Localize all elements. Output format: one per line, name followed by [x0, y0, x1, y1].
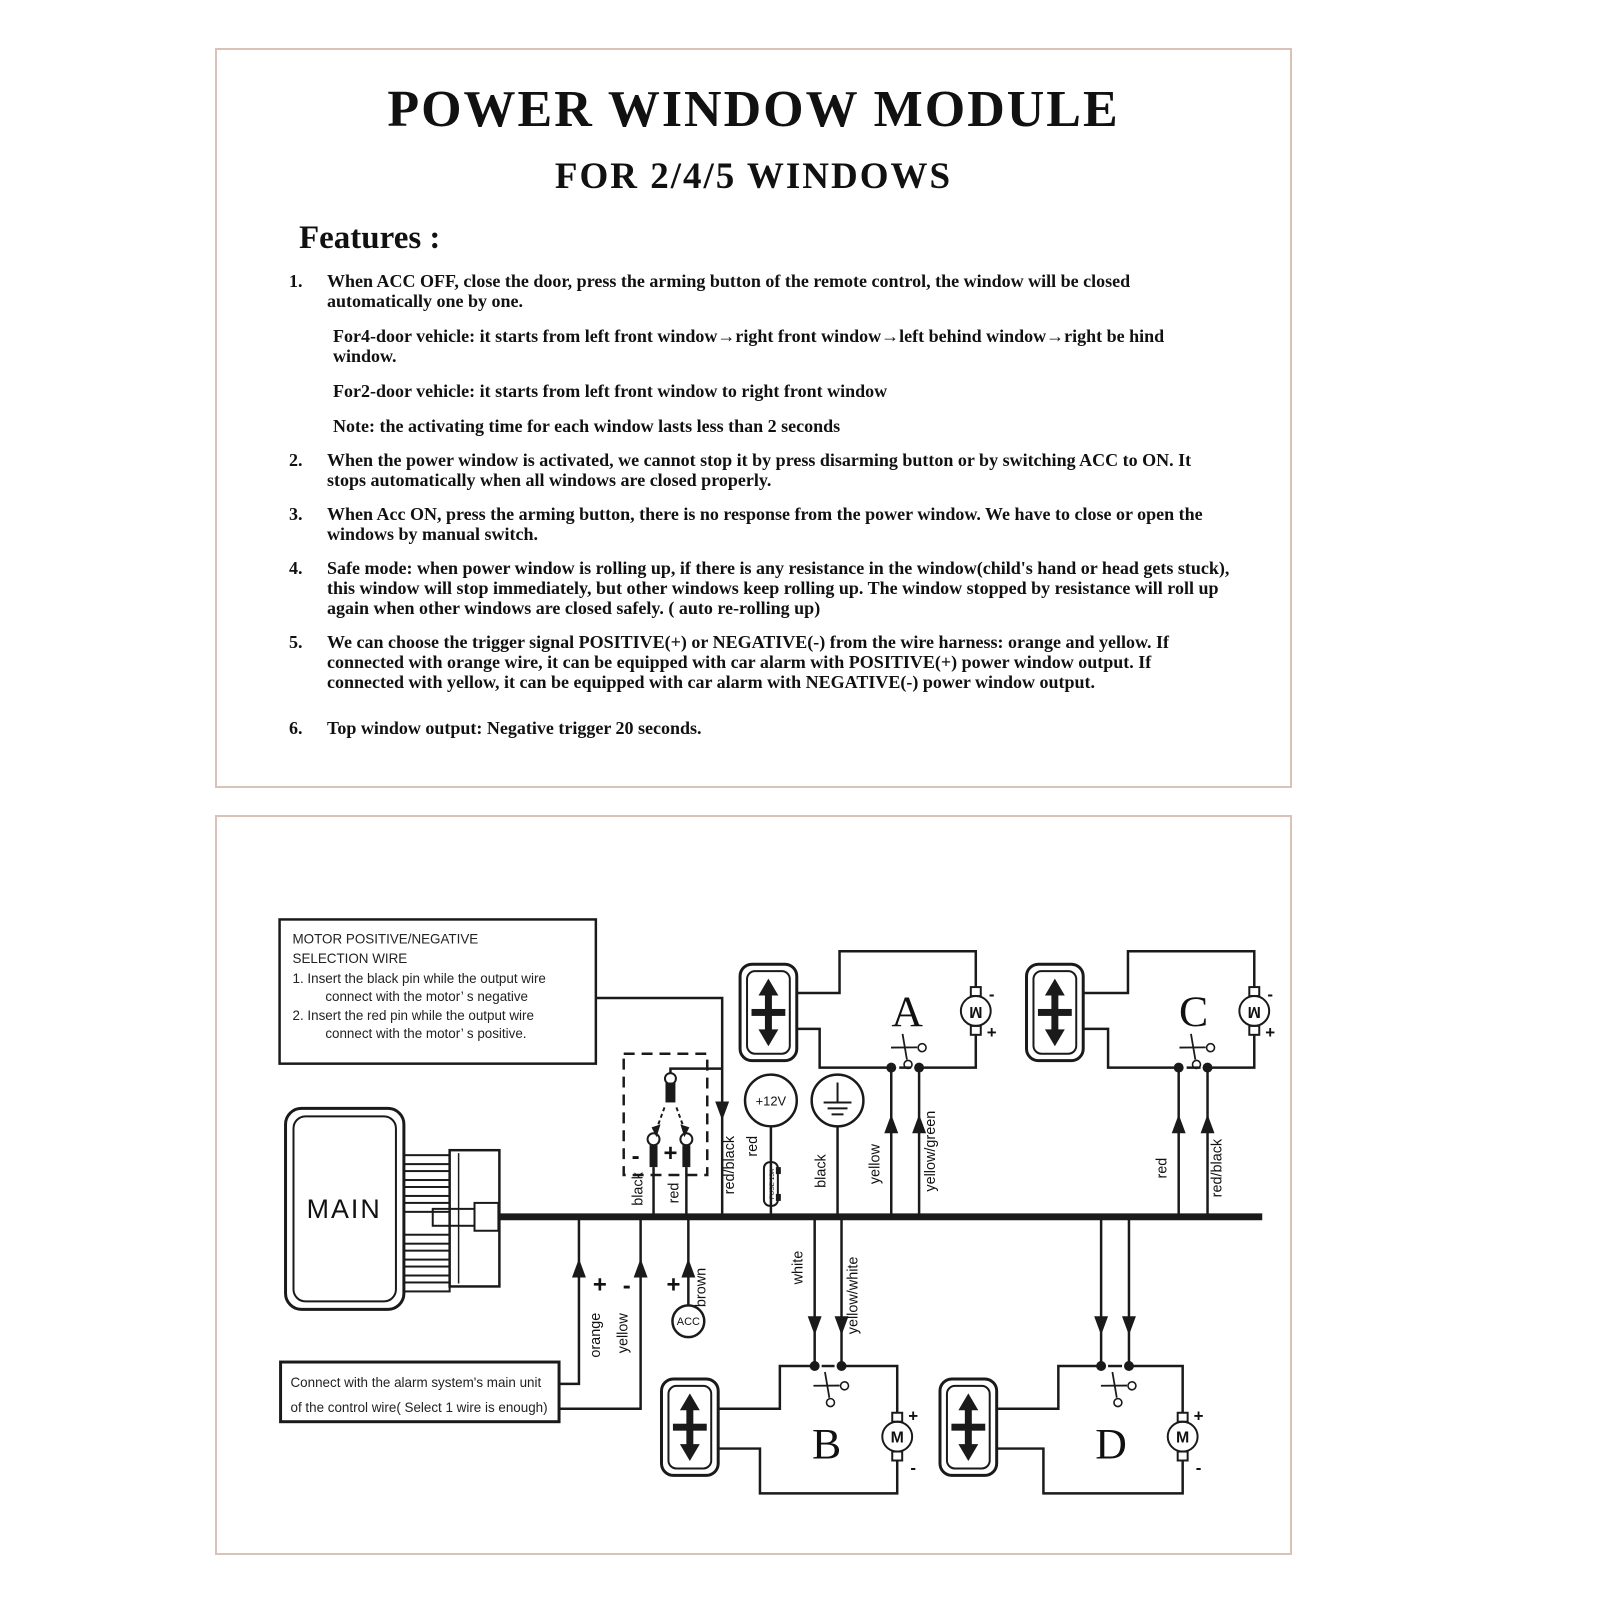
window-d-label: D [1095, 1420, 1127, 1469]
up-arrow-icon [634, 1259, 648, 1278]
feature-text: When Acc ON, press the arming button, there is no response from the power window. We have to close or open the windows by manual switch. [327, 504, 1203, 544]
feature-body [327, 271, 1232, 436]
scissors-icon [1097, 1367, 1138, 1408]
feature-item-2 [289, 450, 1232, 490]
motor-letter: M [969, 1002, 983, 1020]
pin-selector [624, 1054, 708, 1175]
window-b-label: B [812, 1420, 842, 1469]
up-arrow-icon [572, 1259, 586, 1278]
alarm-box-line1: Connect with the alarm system's main unit [290, 1374, 542, 1390]
down-arrow-icon [715, 1101, 729, 1120]
feature-number: 5. [289, 632, 303, 652]
wire-label-orange: orange [587, 1312, 604, 1358]
motor-letter: M [1247, 1002, 1261, 1020]
feature-item-3 [289, 504, 1232, 544]
wire-label-white: white [790, 1250, 807, 1285]
alarm-box-line2: of the control wire( Select 1 wire is enough) [290, 1399, 548, 1415]
window-c-label: C [1179, 987, 1209, 1036]
brown-plus-sign: + [666, 1271, 681, 1299]
ground-symbol [812, 1075, 864, 1214]
selection-box-line5: 2. Insert the red pin while the output wire [292, 1007, 534, 1023]
down-arrow-icon [808, 1316, 822, 1335]
wire-label-pin-black: black [630, 1172, 647, 1206]
feature-text: Safe mode: when power window is rolling up, if there is any resistance in the window(child's hand or head gets stuck), this window will stop immediately, but other windows keep rolling up. The window stopped by resistance will roll up again when other windows are closed safely. ( auto re-rolling up) [327, 558, 1230, 618]
feature-item-6 [289, 718, 1232, 738]
motor-letter: M [890, 1429, 904, 1447]
window-switch-icon [662, 1379, 719, 1475]
motor-b-plus: + [908, 1406, 919, 1426]
up-arrow-icon [1201, 1114, 1215, 1133]
page-subtitle: FOR 2/4/5 WINDOWS [554, 156, 953, 197]
scissors-icon [810, 1367, 851, 1408]
feature-subnote-4door: For4-door vehicle: it starts from left front window→right front window→left behind window→right be hind window. [333, 326, 1165, 366]
window-c-feed-wires [1172, 1068, 1215, 1214]
up-arrow-icon [1172, 1114, 1186, 1133]
motor-c-plus: + [1265, 1022, 1276, 1042]
motor-d-plus: + [1193, 1406, 1204, 1426]
wire-label-pin-red: red [666, 1182, 683, 1204]
feature-text: We can choose the trigger signal POSITIVE(+) or NEGATIVE(-) from the wire harness: orange and yellow. If connected with orange wire, it can be equipped with car alarm with POSITIVE(+) power window output. If connected with yellow, it can be equipped with car alarm with NEGATIVE(-) power window output. [327, 632, 1170, 692]
power-12v-label: +12V [755, 1093, 787, 1109]
pin-minus-sign: - [631, 1143, 640, 1171]
wire-label-c-redblack: red/black [1209, 1138, 1226, 1198]
up-arrow-icon [884, 1114, 898, 1133]
wire-label-alarm-yellow: yellow [615, 1313, 632, 1354]
orange-plus-sign: + [592, 1271, 607, 1299]
selection-box-line6: connect with the motor’ s positive. [325, 1025, 527, 1041]
down-arrow-icon [1122, 1316, 1136, 1335]
feature-subnote-timing: Note: the activating time for each window lasts less than 2 seconds [333, 416, 841, 436]
yellow-minus-sign: - [622, 1272, 631, 1300]
motor-letter: M [1176, 1429, 1190, 1447]
feature-number: 1. [289, 271, 303, 291]
wiring-diagram [217, 817, 1290, 1553]
motor-d-minus: - [1195, 1458, 1202, 1478]
motor-c-minus: - [1267, 985, 1274, 1005]
alarm-note-box [281, 1362, 559, 1422]
wire-label-yellowgreen: yellow/green [923, 1110, 940, 1192]
wire-label-ground-black: black [813, 1154, 830, 1188]
features-list [289, 271, 1232, 738]
motor-a-plus: + [986, 1022, 997, 1042]
feature-item-4 [289, 558, 1232, 618]
feature-number: 4. [289, 558, 303, 578]
feature-text: When the power window is activated, we cannot stop it by press disarming button or by switching ACC to ON. It stops automatically when all windows are closed properly. [327, 450, 1192, 490]
instructions-page [215, 48, 1292, 788]
page-title: POWER WINDOW MODULE [387, 81, 1120, 138]
motor-a-minus: - [988, 985, 995, 1005]
feature-text: Top window output: Negative trigger 20 seconds. [327, 718, 702, 738]
window-switch-icon [1027, 964, 1084, 1060]
window-d-circuit [940, 1361, 1204, 1493]
selection-box-line3: 1. Insert the black pin while the output wire [292, 971, 546, 987]
wire-label-yellowwhite: yellow/white [845, 1256, 862, 1335]
main-module-label: MAIN [306, 1193, 382, 1224]
window-d-feed-wires [1094, 1220, 1136, 1362]
wire-label-brown: brown [693, 1267, 710, 1308]
selector-plug-pin-icon [665, 1073, 676, 1102]
down-arrow-icon [1094, 1316, 1108, 1335]
selection-wire [596, 998, 729, 1214]
window-a-feed-wires [884, 1068, 926, 1214]
wiring-diagram-page [215, 815, 1292, 1555]
wire-label-power-red: red [744, 1135, 761, 1157]
wire-label-redblack: red/black [722, 1135, 739, 1195]
window-b-circuit [662, 1361, 919, 1493]
feature-number: 3. [289, 504, 303, 524]
window-switch-icon [940, 1379, 997, 1475]
window-b-feed-wires [808, 1220, 849, 1362]
pin-plus-sign: + [663, 1140, 678, 1168]
window-a-circuit [740, 951, 997, 1072]
feature-item-1 [289, 271, 1232, 436]
feature-number: 6. [289, 718, 303, 738]
features-heading: Features : [299, 220, 441, 256]
fuse-label: FUSE 15A [768, 1168, 776, 1200]
main-connector [404, 1150, 499, 1291]
main-module [286, 1108, 404, 1309]
window-c-circuit [1027, 951, 1276, 1072]
feature-item-5 [289, 632, 1232, 692]
feature-number: 2. [289, 450, 303, 470]
feature-text: When ACC OFF, close the door, press the arming button of the remote control, the window will be closed automatically one by one. [327, 271, 1131, 311]
motor-b-minus: - [910, 1458, 916, 1478]
selection-wire-box [280, 919, 596, 1063]
fuse-icon [764, 1162, 781, 1206]
acc-label: ACC [676, 1316, 700, 1329]
wire-label-c-red: red [1154, 1157, 1171, 1179]
selection-box-line1: MOTOR POSITIVE/NEGATIVE [292, 931, 479, 947]
selection-box-line4: connect with the motor’ s negative [325, 989, 529, 1004]
window-switch-icon [740, 964, 797, 1060]
positive-pin-icon [680, 1133, 692, 1167]
feature-subnote-2door: For2-door vehicle: it starts from left front window to right front window [333, 381, 888, 401]
window-a-label: A [891, 987, 923, 1036]
selection-box-line2: SELECTION WIRE [292, 951, 408, 967]
wire-label-yellow: yellow [867, 1144, 884, 1185]
negative-pin-icon [648, 1133, 660, 1167]
